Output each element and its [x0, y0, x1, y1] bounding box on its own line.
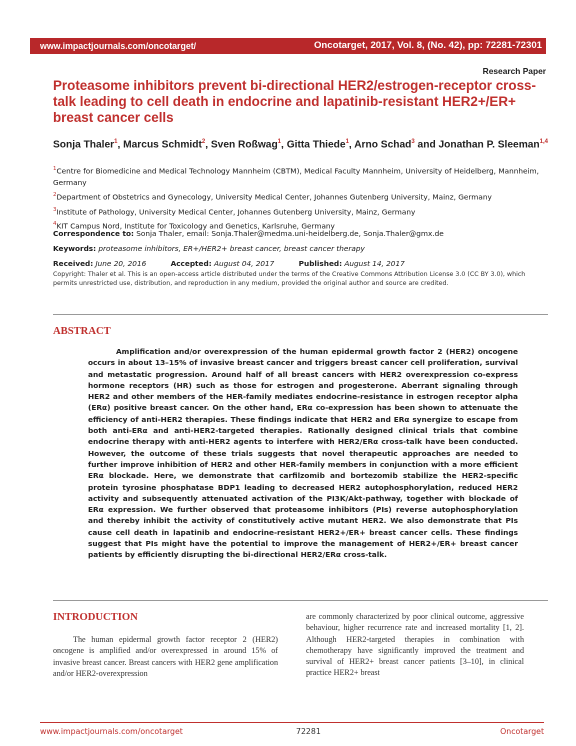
abstract-heading: ABSTRACT	[53, 326, 111, 337]
author-affiliation-marker: 2	[201, 139, 206, 145]
article-dates	[53, 258, 405, 269]
published-date: August 14, 2017	[344, 259, 405, 268]
divider	[53, 314, 548, 315]
correspondence-text[interactable]: Sonja Thaler, email: Sonja.Thaler@medma.uni-heidelberg.de, Sonja.Thaler@gmx.de	[136, 229, 444, 238]
author-affiliation-marker: 1	[114, 139, 118, 145]
abstract-text: Amplification and/or overexpression of the human epidermal growth factor 2 (HER2) oncogene occurs in about 13–15% of invasive breast cancer and triggers breast cancer cell proliferation, survival and metastatic progression. Around half of all breast cancers with HER2 overexpression co-express hormone receptors (HR) such as those for estrogen and progesterone. Aberrant signaling through HER2 and other members of the HER-family mediates endocrine-resistance in estrogen receptor alpha (ERα) positive breast cancer. On the other hand, ERα co-expression has been shown to attenuate the efficiency of anti-HER2 therapies. These findings indicate that HER2 and ERα synergize to escape from both anti-ERα and anti-HER2-targeted therapies. Rationally designed clinical trials that combine endocrine therapy with anti-HER2 agents to interfere with HER2/ERα cross-talk have been conducted. However, the outcome of these trials suggests that novel therapeutic approaches are needed to further improve inhibition of HER2 and other HER-family members in conjunction with a more efficient ERα blockade. Here, we demonstrate that carfilzomib and bortezomib stabilize the HER2-specific protein tyrosine phosphatase BDP1 leading to decreased HER2 autophosphorylation, reduced HER2 activity and subsequently attenuated activation of the PI3K/Akt-pathway, together with blockade of ERα expression. We further observed that proteasome inhibitors (PIs) reverse autophosphorylation and thereby inhibit the activity of constitutively active mutant HER2. We also demonstrate that PIs cause cell death in lapatinib and endocrine-resistant HER2+/ER+ breast cancer cells. These findings suggest that PIs might have the potential to improve the management of HER2+/ER+ breast cancer patients by efficiently disrupting the bi-directional HER2/ERα cross-talk.	[88, 347, 518, 560]
affiliation	[53, 163, 548, 189]
correspondence	[53, 228, 548, 239]
author-affiliation-marker: 3	[411, 139, 415, 145]
paper-title: Proteasome inhibitors prevent bi-directional HER2/estrogen-receptor cross-talk leading to cell death in endocrine and lapatinib-resistant HER2+/ER+ breast cancer cells	[53, 78, 536, 125]
affiliation-text: Centre for Biomedicine and Medical Technology Mannheim (CBTM), Medical Faculty Mannheim, University of Heidelberg, Mannheim, Germany	[53, 166, 539, 188]
affiliation-number: 1	[53, 166, 57, 172]
author-name: Arno Schad	[354, 139, 412, 151]
page-number: 72281	[296, 727, 321, 736]
affiliation-text: Institute of Pathology, University Medical Center, Johannes Gutenberg University, Mainz, Germany	[56, 207, 416, 217]
keywords-text: proteasome inhibitors, ER+/HER2+ breast cancer, breast cancer therapy	[98, 244, 365, 253]
journal-header-bar	[30, 38, 546, 54]
received-label: Received:	[53, 259, 94, 268]
footer-journal-name: Oncotarget	[500, 727, 544, 736]
keywords-label: Keywords:	[53, 244, 97, 253]
footer-divider	[40, 722, 544, 723]
author-name: Sonja Thaler	[53, 139, 115, 151]
keywords	[53, 243, 548, 254]
author-affiliation-marker: 1	[277, 139, 282, 145]
paper-type: Research Paper	[482, 66, 546, 76]
affiliation-number: 2	[53, 192, 57, 199]
introduction-heading: INTRODUCTION	[53, 612, 138, 623]
header-website-link[interactable]: www.impactjournals.com/oncotarget/	[40, 41, 197, 51]
published-label: Published:	[298, 259, 343, 268]
affiliation	[53, 204, 548, 218]
author-name: Sven Roßwag	[210, 139, 278, 151]
introduction-left-column: The human epidermal growth factor receptor 2 (HER2) oncogene is amplified and/or overexpressed in around 15% of invasive breast cancer. Breast cancers with HER2 gene amplification and/or HER2-overexpression	[53, 635, 278, 678]
footer-website-link[interactable]: www.impactjournals.com/oncotarget	[40, 727, 183, 736]
copyright-notice: Copyright: Thaler et al. This is an open-access article distributed under the terms of the Creative Commons Attribution License 3.0 (CC BY 3.0), which permits unrestricted use, distribution, and reproduction in any medium, provided the original author and source are credited.	[53, 271, 526, 287]
accepted-date: August 04, 2017	[213, 259, 275, 268]
affiliation-number: 4	[53, 221, 57, 228]
author-affiliation-marker: 1	[345, 139, 349, 145]
affiliation-number: 3	[53, 206, 57, 213]
author-name: Gitta Thiede	[286, 139, 346, 151]
author-name: Jonathan P. Sleeman	[438, 139, 540, 151]
affiliation	[53, 189, 548, 203]
affiliation-list	[53, 163, 548, 233]
affiliation-text: KIT Campus Nord, Institute for Toxicology and Genetics, Karlsruhe, Germany	[56, 221, 335, 231]
author-affiliation-marker: 1,4	[539, 139, 549, 145]
affiliation-text: Department of Obstetrics and Gynecology, University Medical Center, Johannes Gutenberg University, Mainz, Germany	[56, 192, 492, 202]
correspondence-label: Correspondence to:	[53, 229, 134, 238]
accepted-label: Accepted:	[170, 259, 212, 268]
divider	[53, 600, 548, 601]
header-citation: Oncotarget, 2017, Vol. 8, (No. 42), pp: 72281-72301	[313, 40, 542, 51]
page-footer	[40, 726, 544, 738]
author-name: Marcus Schmidt	[123, 139, 202, 151]
author-list: Sonja Thaler$^1$, Marcus Schmidt$^2$, Sven Roßwag$^1$, Gitta Thiede$^1$, Arno Schad$^3$ and Jonathan P. Sleeman$^{1,4}$	[53, 139, 549, 151]
received-date: June 20, 2016	[95, 259, 147, 268]
introduction-right-column: are commonly characterized by poor clinical outcome, aggressive behaviour, higher recurrence rate and increased mortality [1, 2]. Although HER2-targeted therapies in combination with chemotherapy have significantly improved the treatment and survival of HER2+ breast cancer patients [3–10], in clinical practice HER2+ breast	[306, 612, 524, 678]
